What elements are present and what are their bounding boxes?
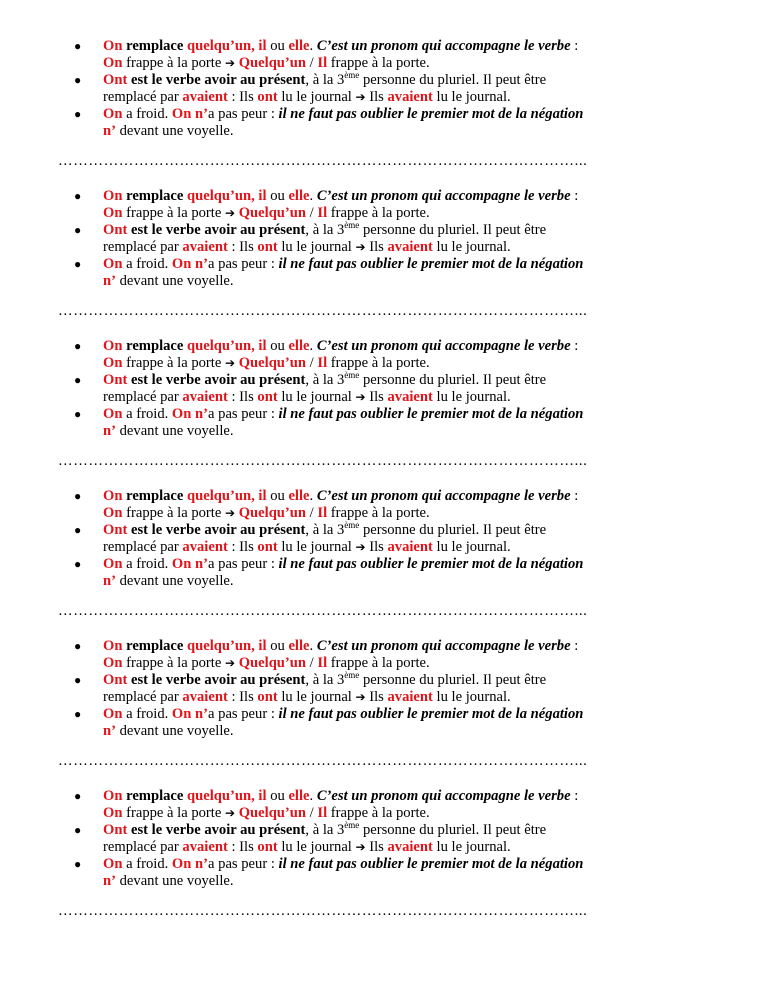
word-on: On	[103, 38, 123, 54]
dotted-separator: …………………………………………………………………………………………...	[58, 753, 588, 769]
bullet-dot-icon: ●	[74, 523, 82, 537]
lesson-block	[0, 338, 768, 440]
word-on: On	[103, 638, 123, 654]
bullet-dot-icon: ●	[74, 673, 82, 687]
arrow-right-icon: ➔	[355, 390, 366, 404]
bullet-item-negation: ● On a froid. On n’a pas peur : il ne faut pas oublier le premier mot de la négation n’ devant une voyelle.	[74, 556, 584, 589]
word-on: On	[103, 788, 123, 804]
bullet-dot-icon: ●	[74, 373, 82, 387]
bullet-item-ont: ● Ont est le verbe avoir au présent, à la 3ème personne du pluriel. Il peut être remplacé par avaient : Ils ont lu le journal ➔ Ils avaient lu le journal.	[74, 370, 547, 405]
lesson-block	[0, 188, 768, 290]
lesson-block	[0, 38, 768, 140]
bullet-item-on: ● On remplace quelqu’un, il ou elle. C’est un pronom qui accompagne le verbe : On frappe à la porte ➔ Quelqu’un / Il frappe à la porte.	[74, 38, 579, 71]
word-ont: Ont	[103, 222, 128, 238]
bullet-dot-icon: ●	[74, 639, 82, 653]
arrow-right-icon: ➔	[224, 506, 236, 520]
bullet-item-ont: ● Ont est le verbe avoir au présent, à la 3ème personne du pluriel. Il peut être remplacé par avaient : Ils ont lu le journal ➔ Ils avaient lu le journal.	[74, 820, 547, 855]
bullet-dot-icon: ●	[74, 189, 82, 203]
arrow-right-icon: ➔	[355, 840, 366, 854]
arrow-right-icon: ➔	[224, 356, 236, 370]
word-ont: Ont	[103, 522, 128, 538]
bullet-dot-icon: ●	[74, 857, 82, 871]
bullet-dot-icon: ●	[74, 789, 82, 803]
bullet-dot-icon: ●	[74, 257, 82, 271]
rule-text: C’est un pronom qui accompagne le verbe	[316, 38, 571, 54]
word-ont: Ont	[103, 72, 128, 88]
word-on: On	[103, 488, 123, 504]
bullet-dot-icon: ●	[74, 823, 82, 837]
negation-rule-text: il ne faut pas oublier le premier mot de la négation	[278, 856, 584, 872]
rule-text: C’est un pronom qui accompagne le verbe	[316, 338, 571, 354]
bullet-item-on: ● On remplace quelqu’un, il ou elle. C’est un pronom qui accompagne le verbe : On frappe à la porte ➔ Quelqu’un / Il frappe à la porte.	[74, 488, 579, 521]
arrow-right-icon: ➔	[355, 690, 366, 704]
bullet-list	[0, 38, 768, 140]
lesson-block	[0, 488, 768, 590]
arrow-right-icon: ➔	[224, 656, 236, 670]
negation-rule-text: il ne faut pas oublier le premier mot de la négation	[278, 256, 584, 272]
bullet-item-ont: ● Ont est le verbe avoir au présent, à la 3ème personne du pluriel. Il peut être remplacé par avaient : Ils ont lu le journal ➔ Ils avaient lu le journal.	[74, 220, 547, 255]
bullet-dot-icon: ●	[74, 557, 82, 571]
bullet-dot-icon: ●	[74, 339, 82, 353]
bullet-list	[0, 638, 768, 740]
bullet-item-ont: ● Ont est le verbe avoir au présent, à la 3ème personne du pluriel. Il peut être remplacé par avaient : Ils ont lu le journal ➔ Ils avaient lu le journal.	[74, 670, 547, 705]
word-ont: Ont	[103, 372, 128, 388]
bullet-list	[0, 338, 768, 440]
bullet-item-negation: ● On a froid. On n’a pas peur : il ne faut pas oublier le premier mot de la négation n’ devant une voyelle.	[74, 706, 584, 739]
bullet-item-ont: ● Ont est le verbe avoir au présent, à la 3ème personne du pluriel. Il peut être remplacé par avaient : Ils ont lu le journal ➔ Ils avaient lu le journal.	[74, 70, 547, 105]
word-on: On	[103, 188, 123, 204]
dotted-separator: …………………………………………………………………………………………...	[58, 303, 588, 319]
arrow-right-icon: ➔	[224, 806, 236, 820]
word-ont: Ont	[103, 672, 128, 688]
bullet-item-on: ● On remplace quelqu’un, il ou elle. C’est un pronom qui accompagne le verbe : On frappe à la porte ➔ Quelqu’un / Il frappe à la porte.	[74, 638, 579, 671]
dotted-separator: …………………………………………………………………………………………...	[58, 603, 588, 619]
bullet-item-ont: ● Ont est le verbe avoir au présent, à la 3ème personne du pluriel. Il peut être remplacé par avaient : Ils ont lu le journal ➔ Ils avaient lu le journal.	[74, 520, 547, 555]
arrow-right-icon: ➔	[224, 206, 236, 220]
lesson-block	[0, 788, 768, 890]
bullet-dot-icon: ●	[74, 407, 82, 421]
rule-text: C’est un pronom qui accompagne le verbe	[316, 638, 571, 654]
bullet-item-on: ● On remplace quelqu’un, il ou elle. C’est un pronom qui accompagne le verbe : On frappe à la porte ➔ Quelqu’un / Il frappe à la porte.	[74, 788, 579, 821]
bullet-dot-icon: ●	[74, 107, 82, 121]
rule-text: C’est un pronom qui accompagne le verbe	[316, 788, 571, 804]
bullet-dot-icon: ●	[74, 707, 82, 721]
negation-rule-text: il ne faut pas oublier le premier mot de la négation	[278, 106, 584, 122]
bullet-dot-icon: ●	[74, 73, 82, 87]
dotted-separator: …………………………………………………………………………………………...	[58, 903, 588, 919]
word-on: On	[103, 338, 123, 354]
arrow-right-icon: ➔	[355, 540, 366, 554]
arrow-right-icon: ➔	[355, 240, 366, 254]
rule-text: C’est un pronom qui accompagne le verbe	[316, 488, 571, 504]
bullet-list	[0, 788, 768, 890]
negation-rule-text: il ne faut pas oublier le premier mot de la négation	[278, 556, 584, 572]
bullet-item-negation: ● On a froid. On n’a pas peur : il ne faut pas oublier le premier mot de la négation n’ devant une voyelle.	[74, 256, 584, 289]
bullet-item-negation: ● On a froid. On n’a pas peur : il ne faut pas oublier le premier mot de la négation n’ devant une voyelle.	[74, 406, 584, 439]
negation-rule-text: il ne faut pas oublier le premier mot de la négation	[278, 706, 584, 722]
bullet-item-negation: ● On a froid. On n’a pas peur : il ne faut pas oublier le premier mot de la négation n’ devant une voyelle.	[74, 856, 584, 889]
bullet-item-on: ● On remplace quelqu’un, il ou elle. C’est un pronom qui accompagne le verbe : On frappe à la porte ➔ Quelqu’un / Il frappe à la porte.	[74, 188, 579, 221]
bullet-list	[0, 188, 768, 290]
lesson-block	[0, 638, 768, 740]
arrow-right-icon: ➔	[224, 56, 236, 70]
bullet-dot-icon: ●	[74, 223, 82, 237]
bullet-item-on: ● On remplace quelqu’un, il ou elle. C’est un pronom qui accompagne le verbe : On frappe à la porte ➔ Quelqu’un / Il frappe à la porte.	[74, 338, 579, 371]
arrow-right-icon: ➔	[355, 90, 366, 104]
dotted-separator: …………………………………………………………………………………………...	[58, 453, 588, 469]
dotted-separator: …………………………………………………………………………………………...	[58, 153, 588, 169]
bullet-list	[0, 488, 768, 590]
rule-text: C’est un pronom qui accompagne le verbe	[316, 188, 571, 204]
negation-rule-text: il ne faut pas oublier le premier mot de la négation	[278, 406, 584, 422]
word-ont: Ont	[103, 822, 128, 838]
bullet-dot-icon: ●	[74, 489, 82, 503]
bullet-dot-icon: ●	[74, 39, 82, 53]
bullet-item-negation: ● On a froid. On n’a pas peur : il ne faut pas oublier le premier mot de la négation n’ devant une voyelle.	[74, 106, 584, 139]
